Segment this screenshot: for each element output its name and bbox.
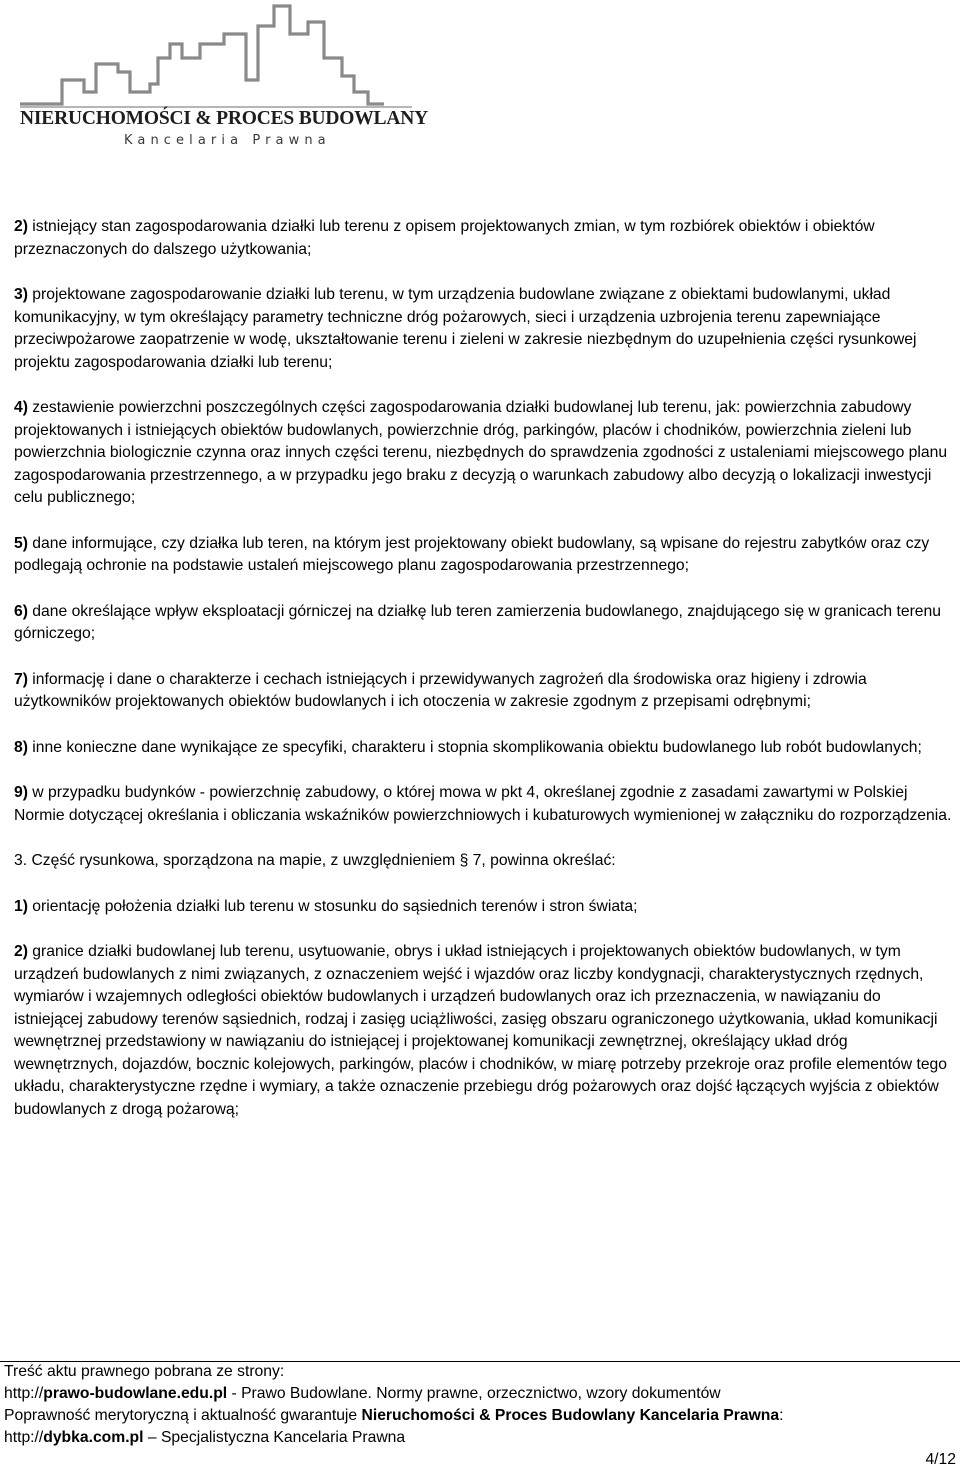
list-item: 1) orientację położenia działki lub terenu w stosunku do sąsiednich terenów i stron świata; bbox=[14, 897, 638, 915]
footer-source-label: Treść aktu prawnego pobrana ze strony: bbox=[4, 1363, 285, 1380]
city-skyline-icon bbox=[12, 0, 422, 112]
list-item: 7) informację i dane o charakterze i cechach istniejących i przewidywanych zagrożeń dla środowiska oraz higieny i zdrowia użytkowników projektowanych obiektów budowlanych i ich otoczenia w zakresie zgodnym z przepisami odrębnymi; bbox=[14, 670, 867, 710]
footer bbox=[0, 1361, 960, 1468]
section-heading: 3. Część rysunkowa, sporządzona na mapie, z uwzględnieniem § 7, powinna określać: bbox=[14, 852, 616, 869]
list-item: 5) dane informujące, czy działka lub teren, na którym jest projektowany obiekt budowlany, są wpisane do rejestru zabytków oraz czy podlegają ochronie na podstawie ustaleń miejscowego planu zagospodarowania przestrzennego; bbox=[14, 534, 930, 574]
logo-title: NIERUCHOMOŚCI & PROCES BUDOWLANY bbox=[20, 108, 429, 129]
list-item: 3) projektowane zagospodarowanie działki lub terenu, w tym urządzenia budowlane związane z obiektami budowlanymi, układ komunikacyjny, w tym określający parametry techniczne dróg pożarowych, sieci i urządzenia uzbrojenia terenu zapewniające przeciwpożarowe zaopatrzenie w wodę, ukształtowanie terenu i zieleni w zakresie niezbędnym do uzupełnienia części rysunkowej projektu zagospodarowania działki lub terenu; bbox=[14, 286, 917, 371]
logo-subtitle: Kancelaria Prawna bbox=[124, 133, 331, 148]
footer-guarantee: Poprawność merytoryczną i aktualność gwarantuje Nieruchomości & Proces Budowlany Kancelaria Prawna: bbox=[4, 1407, 784, 1424]
list-item: 9) w przypadku budynków - powierzchnię zabudowy, o której mowa w pkt 4, określanej zgodnie z zasadami zawartymi w Polskiej Normie dotyczącej określania i obliczania wskaźników powierzchniowych i kubaturowych wymienionej w załączniku do rozporządzenia. bbox=[14, 784, 952, 824]
list-item: 8) inne konieczne dane wynikające ze specyfiki, charakteru i stopnia skomplikowania obiektu budowlanego lub robót budowlanych; bbox=[14, 738, 922, 756]
document-body bbox=[14, 216, 952, 1121]
footer-firm-link[interactable]: http://dybka.com.pl – Specjalistyczna Kancelaria Prawna bbox=[4, 1429, 406, 1446]
list-item: 4) zestawienie powierzchni poszczególnych części zagospodarowania działki budowlanej lub terenu, jak: powierzchnia zabudowy projektowanych i istniejących obiektów budowlanych, powierzchnie dróg, parkingów, placów i chodników, powierzchnia zieleni lub powierzchnia biologicznie czynna oraz innych części terenu, niezbędnych do sprawdzenia zgodności z ustaleniami miejscowego planu zagospodarowania przestrzennego, a w przypadku jego braku z decyzją o warunkach zabudowy albo decyzją o lokalizacji inwestycji celu publicznego; bbox=[14, 399, 948, 506]
page-number: 4/12 bbox=[925, 1451, 956, 1468]
list-item: 2) istniejący stan zagospodarowania działki lub terenu z opisem projektowanych zmian, w tym rozbiórek obiektów i obiektów przeznaczonych do dalszego użytkowania; bbox=[14, 218, 875, 258]
footer-source-link[interactable]: http://prawo-budowlane.edu.pl - Prawo Budowlane. Normy prawne, orzecznictwo, wzory dokumentów bbox=[4, 1385, 721, 1402]
list-item: 6) dane określające wpływ eksploatacji górniczej na działkę lub teren zamierzenia budowlanego, znajdującego się w granicach terenu górniczego; bbox=[14, 602, 941, 642]
logo bbox=[12, 0, 429, 160]
list-item: 2) granice działki budowlanej lub terenu, usytuowanie, obrys i układ istniejących i projektowanych obiektów budowlanych, w tym urządzeń budowlanych z nimi związanych, z oznaczeniem wejść i wjazdów oraz liczby kondygnacji, charakterystycznych rzędnych, wymiarów i wzajemnych odległości obiektów budowlanych i urządzeń budowlanych oraz ich przeznaczenia, w nawiązaniu do istniejącej zabudowy terenów sąsiednich, rodzaj i zasięg uciążliwości, zasięg obszaru ograniczonego użytkowania, układ komunikacji wewnętrznej przedstawiony w nawiązaniu do istniejącej i projektowanej komunikacji zewnętrznej, określający układ dróg wewnętrznych, dojazdów, bocznic kolejowych, parkingów, placów i chodników, w miarę potrzeby przekroje oraz profile elementów tego układu, charakterystyczne rzędne i wymiary, a także oznaczenie przebiegu dróg pożarowych oraz dojść łączących wyjścia z obiektów budowlanych z drogą pożarową; bbox=[14, 943, 947, 1118]
